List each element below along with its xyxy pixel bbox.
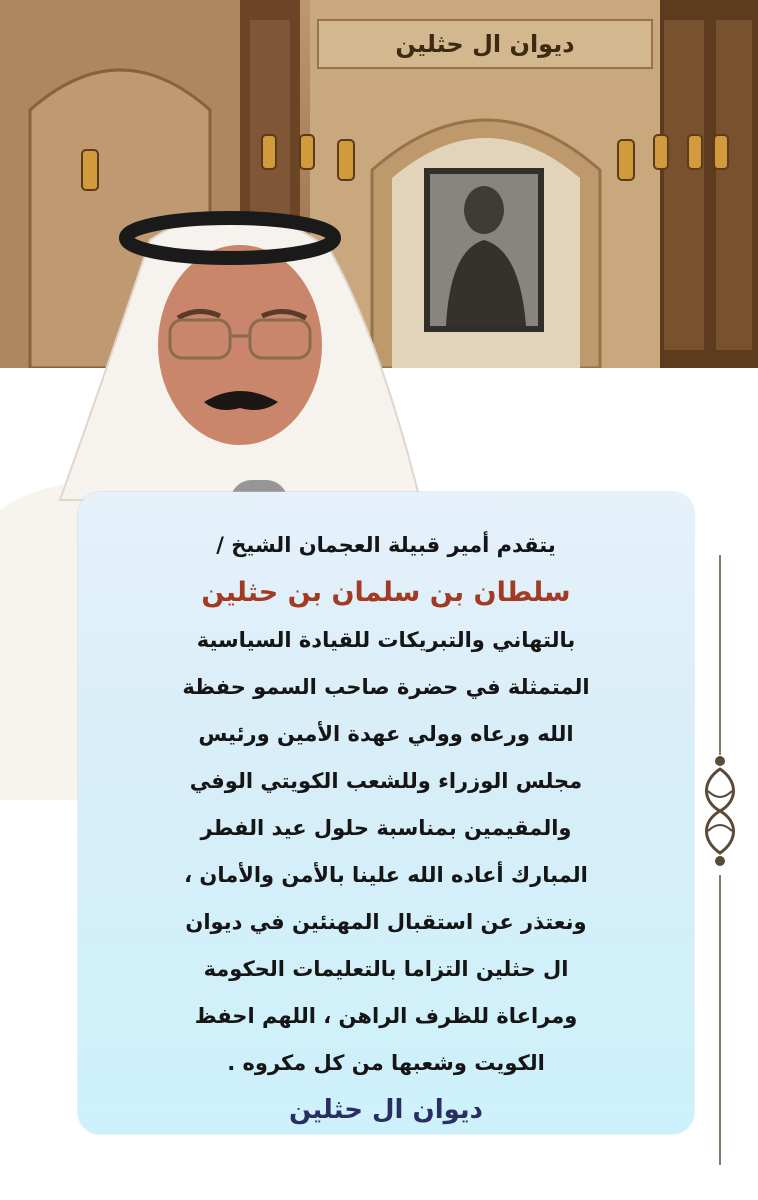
greeting-line-12: الكويت وشعبها من كل مكروه . bbox=[227, 1051, 545, 1075]
greeting-line-3: بالتهاني والتبريكات للقيادة السياسية bbox=[196, 628, 576, 652]
signature: ديوان ال حثلين bbox=[288, 1095, 484, 1125]
greeting-line-11: ومراعاة للظرف الراهن ، اللهم احفظ bbox=[194, 1004, 578, 1028]
greeting-line-4: المتمثلة في حضرة صاحب السمو حفظة bbox=[182, 675, 590, 699]
decorative-ornament bbox=[700, 555, 740, 1165]
greeting-line-5: الله ورعاه وولي عهدة الأمين ورئيس bbox=[198, 722, 574, 746]
greeting-line-7: والمقيمين بمناسبة حلول عيد الفطر bbox=[200, 816, 572, 840]
greeting-line-6: مجلس الوزراء وللشعب الكويتي الوفي bbox=[189, 769, 583, 793]
greeting-line-10: ال حثلين التزاما بالتعليمات الحكومة bbox=[203, 957, 569, 981]
greeting-line-1: يتقدم أمير قبيلة العجمان الشيخ / bbox=[216, 533, 556, 557]
diwan-sign: ديوان ال حثلين bbox=[395, 30, 575, 58]
greeting-line-8: المبارك أعاده الله علينا بالأمن والأمان ، bbox=[184, 863, 588, 887]
greeting-card bbox=[78, 492, 694, 1134]
greeting-line-9: ونعتذر عن استقبال المهنئين في ديوان bbox=[185, 910, 587, 934]
sheikh-name: سلطان بن سلمان بن حثلين bbox=[201, 577, 571, 608]
